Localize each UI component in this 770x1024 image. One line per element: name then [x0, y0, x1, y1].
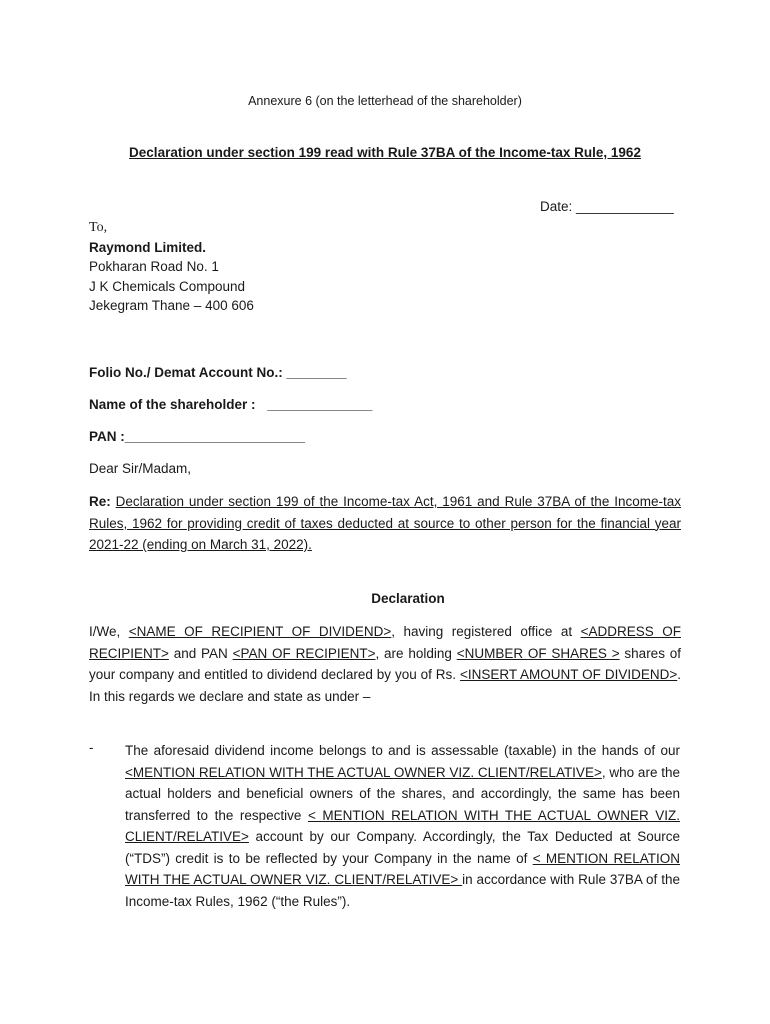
date-label: Date:	[540, 199, 573, 214]
address-line-3: Jekegram Thane – 400 606	[89, 298, 254, 313]
address-line-1: Pokharan Road No. 1	[89, 259, 219, 274]
company-name: Raymond Limited.	[89, 239, 207, 255]
bullet-dash: -	[89, 740, 94, 755]
bullet-text	[125, 740, 680, 912]
annexure-caption: Annexure 6 (on the letterhead of the shareholder)	[248, 94, 522, 108]
bullet-text-3: account by our Company. Accordingly, the Tax Deducted at Source (“TDS”) credit is to be reflected by your Company in the name of	[125, 829, 680, 866]
document-title: Declaration under section 199 read with Rule 37BA of the Income-tax Rule, 1962	[129, 145, 641, 160]
bullet-text-2: , who are the actual holders and beneficial owners of the shares, and accordingly, the same has been transferred to the respective	[125, 764, 681, 823]
placeholder-recipient-pan: <PAN OF RECIPIENT>	[232, 645, 376, 661]
salutation: Dear Sir/Madam,	[89, 461, 192, 476]
para1-text-1: I/We,	[89, 624, 129, 639]
address-line-2: J K Chemicals Compound	[89, 278, 246, 294]
shareholder-name-field	[89, 397, 372, 412]
declaration-heading: Declaration	[371, 591, 445, 606]
para1-text-6: . In this regards we declare and state as under –	[89, 667, 681, 704]
bullet-item	[0, 740, 770, 912]
placeholder-relation-2: < MENTION RELATION WITH THE ACTUAL OWNER VIZ. CLIENT/RELATIVE>	[125, 807, 681, 844]
shareholder-name-label: Name of the shareholder :	[89, 397, 256, 412]
placeholder-recipient-address: <ADDRESS OF RECIPIENT>	[89, 624, 681, 661]
pan-label: PAN :	[89, 429, 125, 444]
pan-blank: ________________________	[124, 429, 305, 444]
placeholder-relation-3: < MENTION RELATION WITH THE ACTUAL OWNER VIZ. CLIENT/RELATIVE>	[125, 850, 680, 887]
addressee-block	[89, 218, 254, 316]
para1-text-5: shares of your company and entitled to dividend declared by you of Rs.	[89, 645, 682, 682]
to-line: To,	[89, 220, 108, 235]
folio-field	[89, 365, 347, 380]
placeholder-recipient-name: <NAME OF RECIPIENT OF DIVIDEND>	[128, 624, 392, 639]
placeholder-number-of-shares: <NUMBER OF SHARES >	[456, 645, 620, 661]
placeholder-relation-1: <MENTION RELATION WITH THE ACTUAL OWNER VIZ. CLIENT/RELATIVE>	[125, 764, 602, 780]
re-paragraph	[89, 491, 681, 556]
date-blank: _____________	[576, 199, 674, 214]
date-line	[540, 199, 674, 214]
folio-blank: ________	[286, 365, 347, 380]
placeholder-dividend-amount: <INSERT AMOUNT OF DIVIDEND>	[459, 667, 678, 682]
shareholder-name-blank: ______________	[267, 397, 373, 412]
para1-text-3: and PAN	[168, 645, 233, 661]
re-text: Declaration under section 199 of the Income-tax Act, 1961 and Rule 37BA of the Income-tax Rules, 1962 for providing credit of taxes deducted at source to other person for the financial year 2021-22 (ending on March 31, 2022).	[89, 494, 681, 552]
bullet-text-4: in accordance with Rule 37BA of the Income-tax Rules, 1962 (“the Rules”).	[125, 872, 680, 909]
re-label: Re:	[89, 494, 111, 509]
pan-field	[89, 429, 305, 444]
folio-label: Folio No./ Demat Account No.:	[89, 365, 283, 380]
para1-text-2: , having registered office at	[391, 624, 581, 639]
declaration-paragraph	[89, 621, 681, 707]
para1-text-4: , are holding	[375, 645, 457, 661]
bullet-text-1: The aforesaid dividend income belongs to and is assessable (taxable) in the hands of our	[125, 743, 680, 758]
